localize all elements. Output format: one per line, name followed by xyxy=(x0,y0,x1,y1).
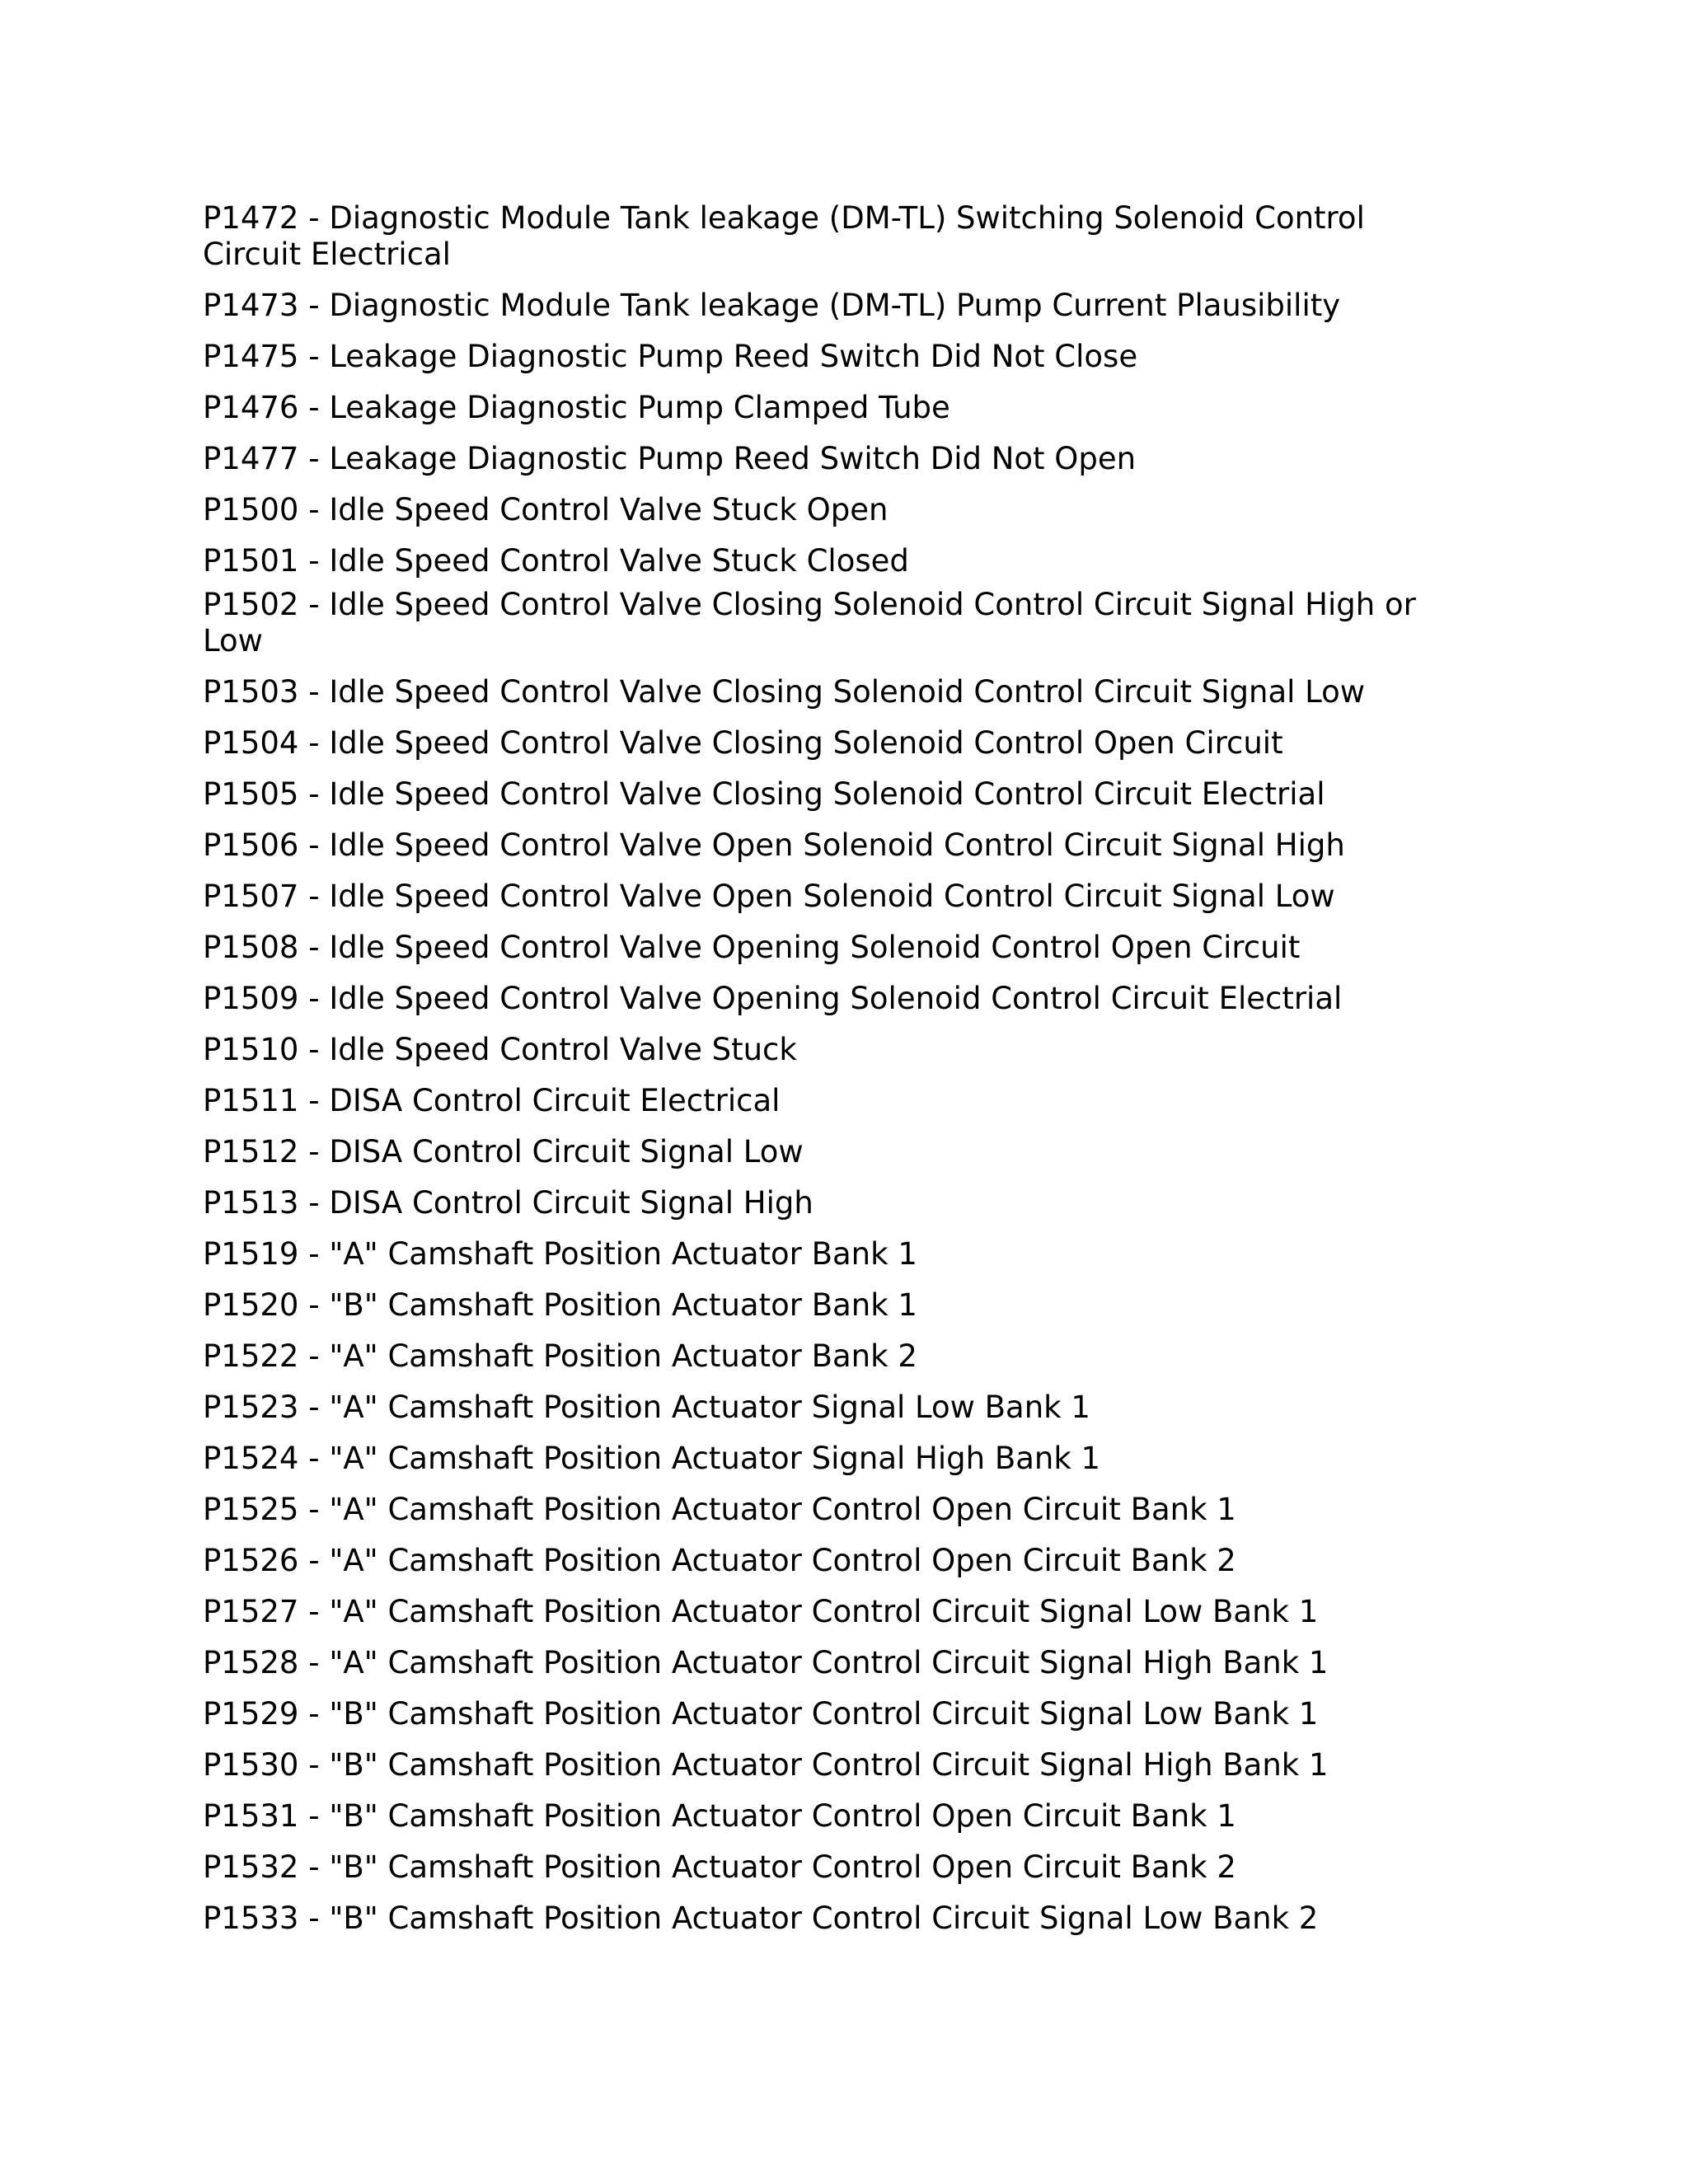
list-item: P1500 - Idle Speed Control Valve Stuck Open xyxy=(203,492,889,527)
list-item: P1510 - Idle Speed Control Valve Stuck xyxy=(203,1032,797,1067)
list-item: P1526 - "A" Camshaft Position Actuator Control Open Circuit Bank 2 xyxy=(203,1543,1236,1578)
list-item: P1530 - "B" Camshaft Position Actuator Control Circuit Signal High Bank 1 xyxy=(203,1747,1329,1783)
list-item: P1501 - Idle Speed Control Valve Stuck Closed xyxy=(203,543,909,579)
list-item: P1503 - Idle Speed Control Valve Closing Solenoid Control Circuit Signal Low xyxy=(203,674,1366,710)
list-item: P1476 - Leakage Diagnostic Pump Clamped Tube xyxy=(203,390,950,425)
list-item: P1502 - Idle Speed Control Valve Closing Solenoid Control Circuit Signal High or Low xyxy=(203,587,1416,658)
list-item: P1532 - "B" Camshaft Position Actuator Control Open Circuit Bank 2 xyxy=(203,1849,1236,1885)
list-item: P1531 - "B" Camshaft Position Actuator Control Open Circuit Bank 1 xyxy=(203,1798,1236,1834)
list-item: P1522 - "A" Camshaft Position Actuator Bank 2 xyxy=(203,1338,917,1374)
list-item: P1512 - DISA Control Circuit Signal Low xyxy=(203,1134,804,1169)
list-item: P1505 - Idle Speed Control Valve Closing Solenoid Control Circuit Electrial xyxy=(203,776,1325,812)
list-item: P1525 - "A" Camshaft Position Actuator Control Open Circuit Bank 1 xyxy=(203,1492,1236,1527)
list-item: P1475 - Leakage Diagnostic Pump Reed Switch Did Not Close xyxy=(203,339,1138,374)
list-item: P1477 - Leakage Diagnostic Pump Reed Switch Did Not Open xyxy=(203,441,1137,476)
list-item: P1533 - "B" Camshaft Position Actuator Control Circuit Signal Low Bank 2 xyxy=(203,1900,1319,1936)
list-item: P1511 - DISA Control Circuit Electrical xyxy=(203,1083,781,1118)
list-item: P1509 - Idle Speed Control Valve Opening Solenoid Control Circuit Electrial xyxy=(203,981,1343,1016)
list-item: P1508 - Idle Speed Control Valve Opening Solenoid Control Open Circuit xyxy=(203,930,1301,965)
diagnostic-code-list xyxy=(203,200,1456,1952)
list-item: P1527 - "A" Camshaft Position Actuator Control Circuit Signal Low Bank 1 xyxy=(203,1594,1319,1629)
list-item: P1523 - "A" Camshaft Position Actuator Signal Low Bank 1 xyxy=(203,1390,1090,1425)
list-item: P1506 - Idle Speed Control Valve Open Solenoid Control Circuit Signal High xyxy=(203,827,1345,863)
list-item: P1473 - Diagnostic Module Tank leakage (DM-TL) Pump Current Plausibility xyxy=(203,288,1341,323)
list-item: P1528 - "A" Camshaft Position Actuator Control Circuit Signal High Bank 1 xyxy=(203,1645,1329,1680)
list-item: P1504 - Idle Speed Control Valve Closing Solenoid Control Open Circuit xyxy=(203,725,1283,761)
list-item: P1529 - "B" Camshaft Position Actuator Control Circuit Signal Low Bank 1 xyxy=(203,1696,1319,1732)
list-item: P1507 - Idle Speed Control Valve Open Solenoid Control Circuit Signal Low xyxy=(203,879,1335,914)
list-item: P1524 - "A" Camshaft Position Actuator Signal High Bank 1 xyxy=(203,1441,1101,1476)
list-item: P1472 - Diagnostic Module Tank leakage (DM-TL) Switching Solenoid Control Circuit Electrical xyxy=(203,200,1365,272)
list-item: P1520 - "B" Camshaft Position Actuator Bank 1 xyxy=(203,1287,917,1323)
list-item: P1519 - "A" Camshaft Position Actuator Bank 1 xyxy=(203,1236,917,1272)
list-item: P1513 - DISA Control Circuit Signal High xyxy=(203,1185,814,1221)
